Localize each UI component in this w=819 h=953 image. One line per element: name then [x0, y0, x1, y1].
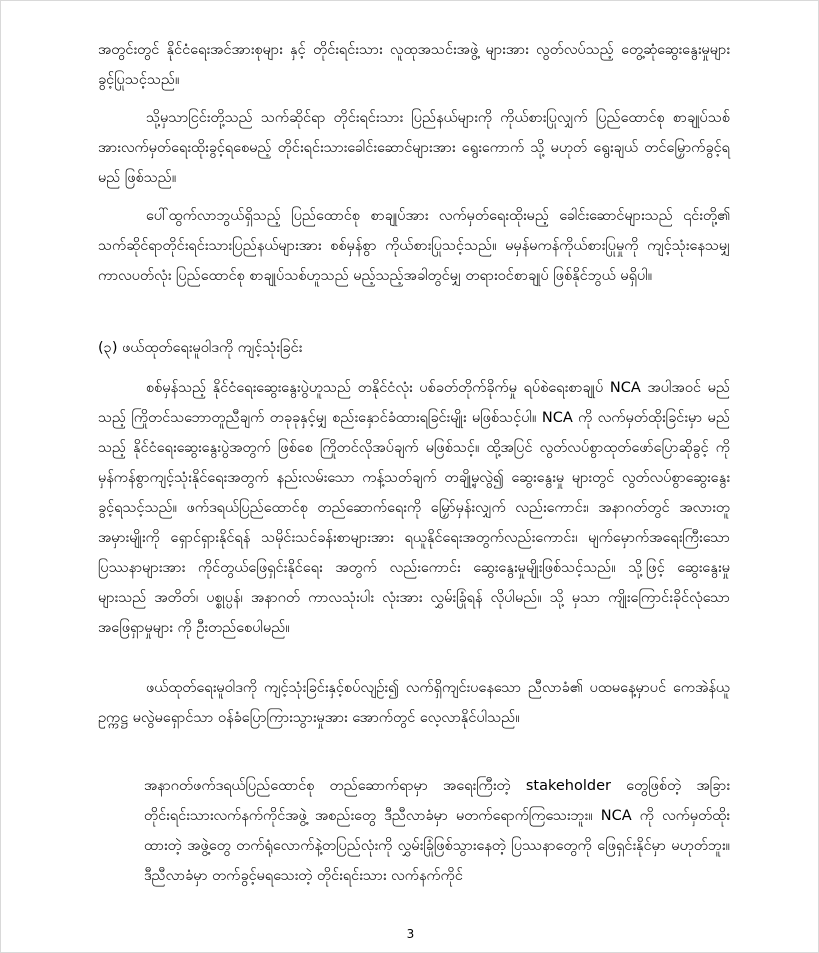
paragraph-genuine-dialogue: စစ်မှန်သည့် နိုင်ငံရေးဆွေးနွေးပွဲဟူသည် တနိုင်ငံလုံး ပစ်ခတ်တိုက်ခိုက်မှု ရပ်စဲရေးစာချုပ် NCA အပါအဝင် မည်သည့် ကြိုတင်သဘောတူညီချက် တခုခုနှင့်မျှ စည်းနှောင်ခံထားရခြင်းမျိုး မဖြစ်သင့်ပါ။ NCA ကို လက်မှတ်ထိုးခြင်းမှာ မည်သည့် နိုင်ငံရေးဆွေးနွေးပွဲအတွက် ဖြစ်စေ ကြိုတင်လိုအပ်ချက် မဖြစ်သင့်။ ထို့အပြင် လွတ်လပ်စွာထုတ်ဖော်ပြောဆိုခွင့် ကို မှန်ကန်စွာကျင့်သုံးနိုင်ရေးအတွက် နည်းလမ်းသော ကန့်သတ်ချက် တချို့မှလွဲ၍ ဆွေးနွေးမှု များတွင် လွတ်လပ်စွာဆွေးနွေး ခွင့်ရသင့်သည်။ ဖက်ဒရယ်ပြည်ထောင်စု တည်ဆောက်ရေးကို မြှော်မှန်းလျှက် လည်းကောင်း၊ အနာဂတ်တွင် အလားတူအမှားမျိုးကို ရှောင်ရှားနိုင်ရန် သမိုင်းသင်ခန်းစာများအား ရယူနိုင်ရေးအတွက်လည်းကောင်း၊ မျက်မှောက်အရေးကြီးသော ပြဿနာများအား ကိုင်တွယ်ဖြေရှင်းနိုင်ရေး အတွက် လည်းကောင်း ဆွေးနွေးမှုမျိုးဖြစ်သင့်သည်။ သို့ဖြင့် ဆွေးနွေးမှုများသည် အတိတ်၊ ပစ္စုပ္ပန်၊ အနာဂတ် ကာလသုံးပါး လုံးအား လွှမ်းခြုံရန် လိုပါမည်။ သို့ မှသာ ကျိုးကြောင်းခိုင်လုံသော အဖြေရှာမှုများ ကို ဦးတည်စေပါမည်။	[98, 380, 730, 636]
paragraph-representatives: သို့မှသာငြင်းတို့သည် သက်ဆိုင်ရာ တိုင်းရင်းသား ပြည်နယ်များကို ကိုယ်စားပြုလျှက် ပြည်ထောင်စု စာချုပ်သစ်အားလက်မှတ်ရေးထိုးခွင့်ရစေမည့် တိုင်းရင်းသားခေါင်းဆောင်များအား ရွေးကောက် သို့ မဟုတ် ရွေးချယ် တင်မြှောက်ခွင့်ရမည် ဖြစ်သည်။	[98, 110, 730, 186]
paragraph-knu-statement: ဖယ်ထုတ်ရေးမူဝါဒကို ကျင့်သုံးခြင်းနှင့်စပ်လျဉ်း၍ လက်ရှိကျင်းပနေသော ညီလာခံ၏ ပထမနေ့မှာပင် ကေအဲန်ယူ ဥက္ကဋ္ဌ မလွဲမရှောင်သာ ဝန်ခံပြောကြားသွားမှုအား အောက်တွင် လေ့လာနိုင်ပါသည်။	[98, 680, 730, 726]
paragraph-intro-continuation: အတွင်းတွင် နိုင်ငံရေးအင်အားစုများ နှင့် တိုင်းရင်းသား လူထုအသင်းအဖွဲ့ များအား လွတ်လပ်သည့် တွေ့ဆုံဆွေးနွေးမှုများ ခွင့်ပြုသင့်သည်။	[98, 42, 730, 88]
section-heading-exclusion-policy: (၃) ဖယ်ထုတ်ရေးမူဝါဒကို ကျင့်သုံးခြင်း	[98, 340, 303, 356]
quote-block: အနာဂတ်ဖက်ဒရယ်ပြည်ထောင်စု တည်ဆောက်ရာမှာ အရေးကြီးတဲ့ stakeholder တွေဖြစ်တဲ့ အခြားတိုင်းရင်းသားလက်နက်ကိုင်အဖွဲ့ အစည်းတွေ ဒီညီလာခံမှာ မတက်ရောက်ကြသေးဘူး။ NCA ကို လက်မှတ်ထိုးထားတဲ့ အဖွဲ့တွေ တက်ရုံလောက်နဲ့တပြည်လုံးကို လွှမ်းခြုံဖြစ်သွားနေတဲ့ ပြဿနာတွေကို ဖြေရှင်းနိုင်မှာ မဟုတ်ဘူး။ ဒီညီလာခံမှာ တက်ခွင့်မရသေးတဲ့ တိုင်းရင်းသား လက်နက်ကိုင်	[144, 778, 730, 884]
paragraph-legitimate-agreement: ပေါ်ထွက်လာဘွယ်ရှိသည့် ပြည်ထောင်စု စာချုပ်အား လက်မှတ်ရေးထိုးမည့် ခေါင်းဆောင်များသည် ၎င်းတို့၏ သက်ဆိုင်ရာတိုင်းရင်းသားပြည်နယ်များအား စစ်မှန်စွာ ကိုယ်စားပြုသင့်သည်။ မမှန်မကန်ကိုယ်စားပြုမှုကို ကျင့်သုံးနေသမျှကာလပတ်လုံး ပြည်ထောင်စု စာချုပ်သစ်ဟူသည် မည့်သည့်အခါတွင်မျှ တရားဝင်စာချုပ် ဖြစ်နိုင်ဘွယ် မရှိပါ။	[98, 208, 730, 284]
page-number: 3	[406, 927, 415, 941]
